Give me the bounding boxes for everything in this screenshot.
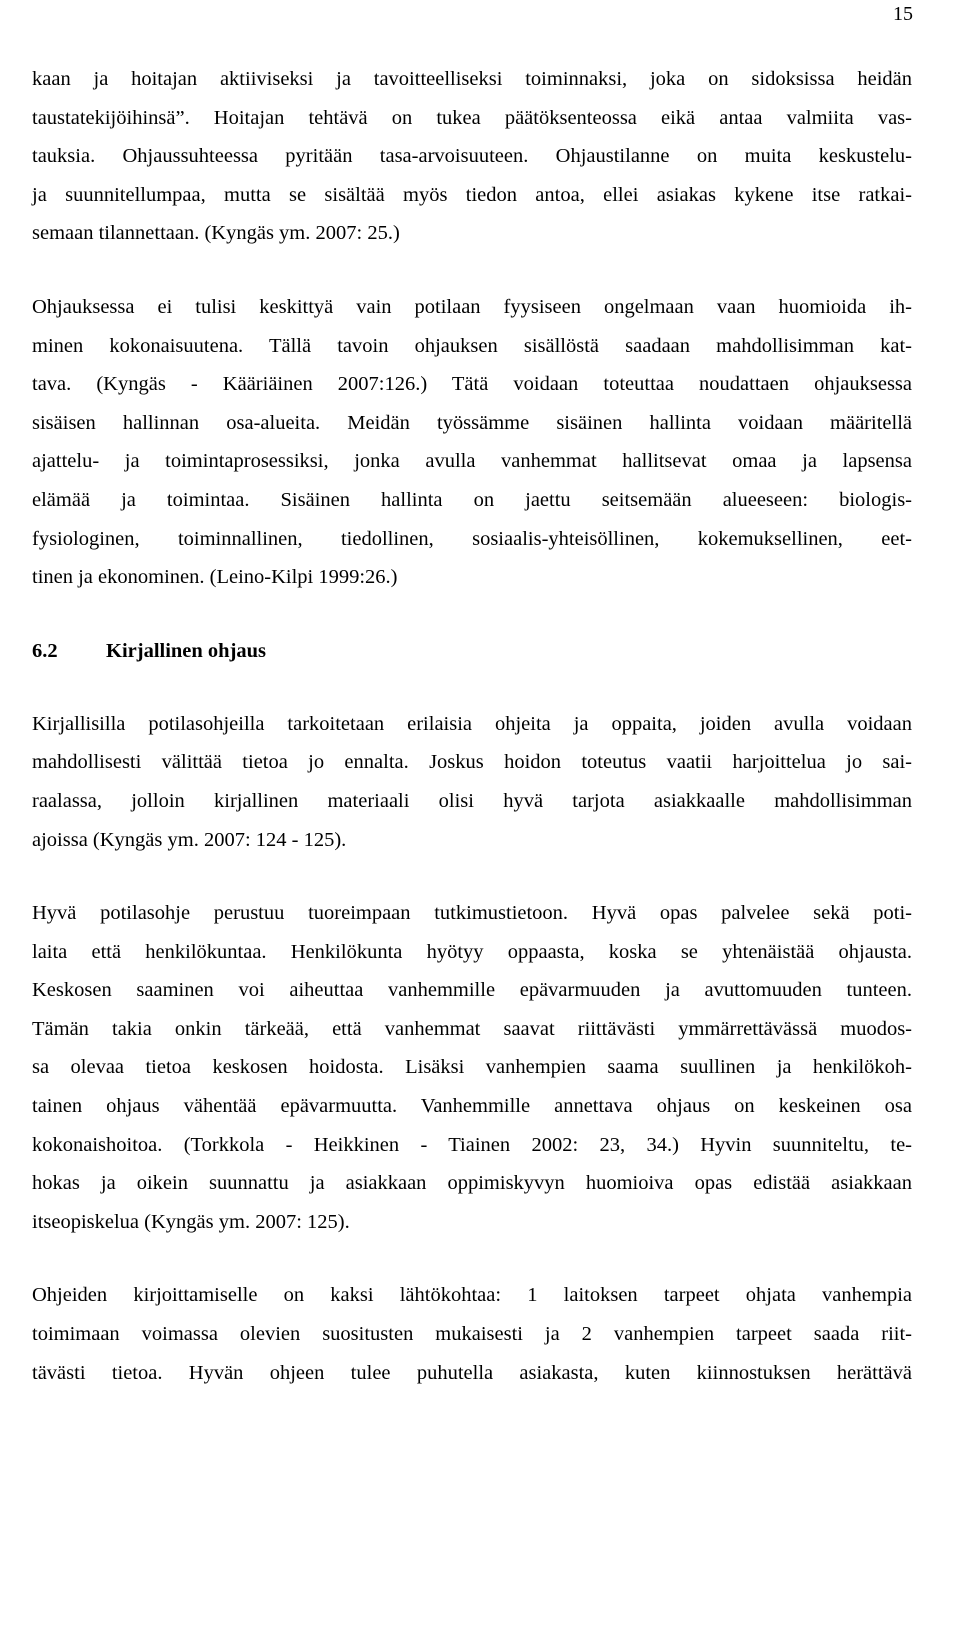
text-line: raalassa, jolloin kirjallinen materiaali olisi hyvä tarjota asiakkaalle mahdollisimman: [32, 789, 912, 812]
paragraph-gap: [32, 597, 912, 632]
text-line: Hyvä potilasohje perustuu tuoreimpaan tutkimustietoon. Hyvä opas palvelee sekä poti-: [32, 902, 912, 925]
paragraph-gap: [32, 1241, 912, 1276]
page-number: 15: [893, 3, 913, 25]
text-line: hokas ja oikein suunnattu ja asiakkaan oppimiskyvyn huomioiva opas edistää asiakkaan: [32, 1172, 912, 1195]
text-line: elämää ja toimintaa. Sisäinen hallinta on jaettu seitsemään alueeseen: biologis-: [32, 488, 912, 511]
text-line: Ohjauksessa ei tulisi keskittyä vain potilaan fyysiseen ongelmaan vaan huomioida ih-: [32, 295, 912, 318]
text-line: Keskosen saaminen voi aiheuttaa vanhemmille epävarmuuden ja avuttomuuden tunteen.: [32, 979, 912, 1002]
paragraph-3: [32, 705, 912, 859]
paragraph-2: [32, 288, 912, 597]
section-number: 6.2: [32, 639, 58, 662]
text-line: tava. (Kyngäs - Kääriäinen 2007:126.) Tätä voidaan toteuttaa noudattaen ohjauksessa: [32, 373, 912, 396]
text-line: ja suunnitellumpaa, mutta se sisältää myös tiedon antoa, ellei asiakas kykene itse ratkai-: [32, 183, 912, 206]
text-line: kokonaishoitoa. (Torkkola - Heikkinen - Tiainen 2002: 23, 34.) Hyvin suunniteltu, te-: [32, 1133, 912, 1156]
text-line: laita että henkilökuntaa. Henkilökunta hyötyy oppaasta, koska se yhtenäistää ohjausta.: [32, 940, 912, 963]
text-line: sisäisen hallinnan osa-alueita. Meidän työssämme sisäinen hallinta voidaan määritellä: [32, 411, 912, 434]
text-line: ajoissa (Kyngäs ym. 2007: 124 - 125).: [32, 828, 347, 851]
paragraph-4: [32, 894, 912, 1241]
text-line: Kirjallisilla potilasohjeilla tarkoitetaan erilaisia ohjeita ja oppaita, joiden avulla voidaan: [32, 712, 912, 735]
section-heading: [32, 632, 912, 670]
text-line: tauksia. Ohjaussuhteessa pyritään tasa-arvoisuuteen. Ohjaustilanne on muita keskustelu-: [32, 145, 912, 168]
text-line: sa olevaa tietoa keskosen hoidosta. Lisäksi vanhempien saama suullinen ja henkilökoh-: [32, 1056, 912, 1079]
document-body: [32, 60, 912, 1392]
text-line: Ohjeiden kirjoittamiselle on kaksi lähtökohtaa: 1 laitoksen tarpeet ohjata vanhempia: [32, 1284, 912, 1307]
paragraph-1: [32, 60, 912, 253]
text-line: tinen ja ekonominen. (Leino-Kilpi 1999:26.): [32, 566, 398, 589]
paragraph-gap: [32, 670, 912, 705]
section-title: Kirjallinen ohjaus: [106, 639, 267, 662]
text-line: kaan ja hoitajan aktiiviseksi ja tavoitteelliseksi toiminnaksi, joka on sidoksissa heidän: [32, 68, 912, 90]
text-line: itseopiskelua (Kyngäs ym. 2007: 125).: [32, 1210, 350, 1233]
text-line: semaan tilannettaan. (Kyngäs ym. 2007: 25.): [32, 222, 400, 245]
paragraph-5: [32, 1276, 912, 1392]
text-line: Tämän takia onkin tärkeää, että vanhemmat saavat riittävästi ymmärrettävässä muodos-: [32, 1017, 912, 1040]
text-line: mahdollisesti välittää tietoa jo ennalta. Joskus hoidon toteutus vaatii harjoittelua jo sai-: [32, 751, 912, 774]
text-line: toimimaan voimassa olevien suositusten mukaisesti ja 2 vanhempien tarpeet saada riit-: [32, 1323, 912, 1346]
text-line: tävästi tietoa. Hyvän ohjeen tulee puhutella asiakasta, kuten kiinnostuksen herättävä: [32, 1361, 912, 1384]
text-line: minen kokonaisuutena. Tällä tavoin ohjauksen sisällöstä saadaan mahdollisimman kat-: [32, 334, 912, 357]
text-line: tainen ohjaus vähentää epävarmuutta. Vanhemmille annettava ohjaus on keskeinen osa: [32, 1095, 912, 1118]
paragraph-gap: [32, 253, 912, 288]
text-line: fysiologinen, toiminnallinen, tiedollinen, sosiaalis-yhteisöllinen, kokemuksellinen, eet-: [32, 527, 912, 550]
text-line: taustatekijöihinsä”. Hoitajan tehtävä on tukea päätöksenteossa eikä antaa valmiita vas-: [32, 106, 912, 129]
paragraph-gap: [32, 859, 912, 894]
text-line: ajattelu- ja toimintaprosessiksi, jonka avulla vanhemmat hallitsevat omaa ja lapsensa: [32, 450, 912, 473]
